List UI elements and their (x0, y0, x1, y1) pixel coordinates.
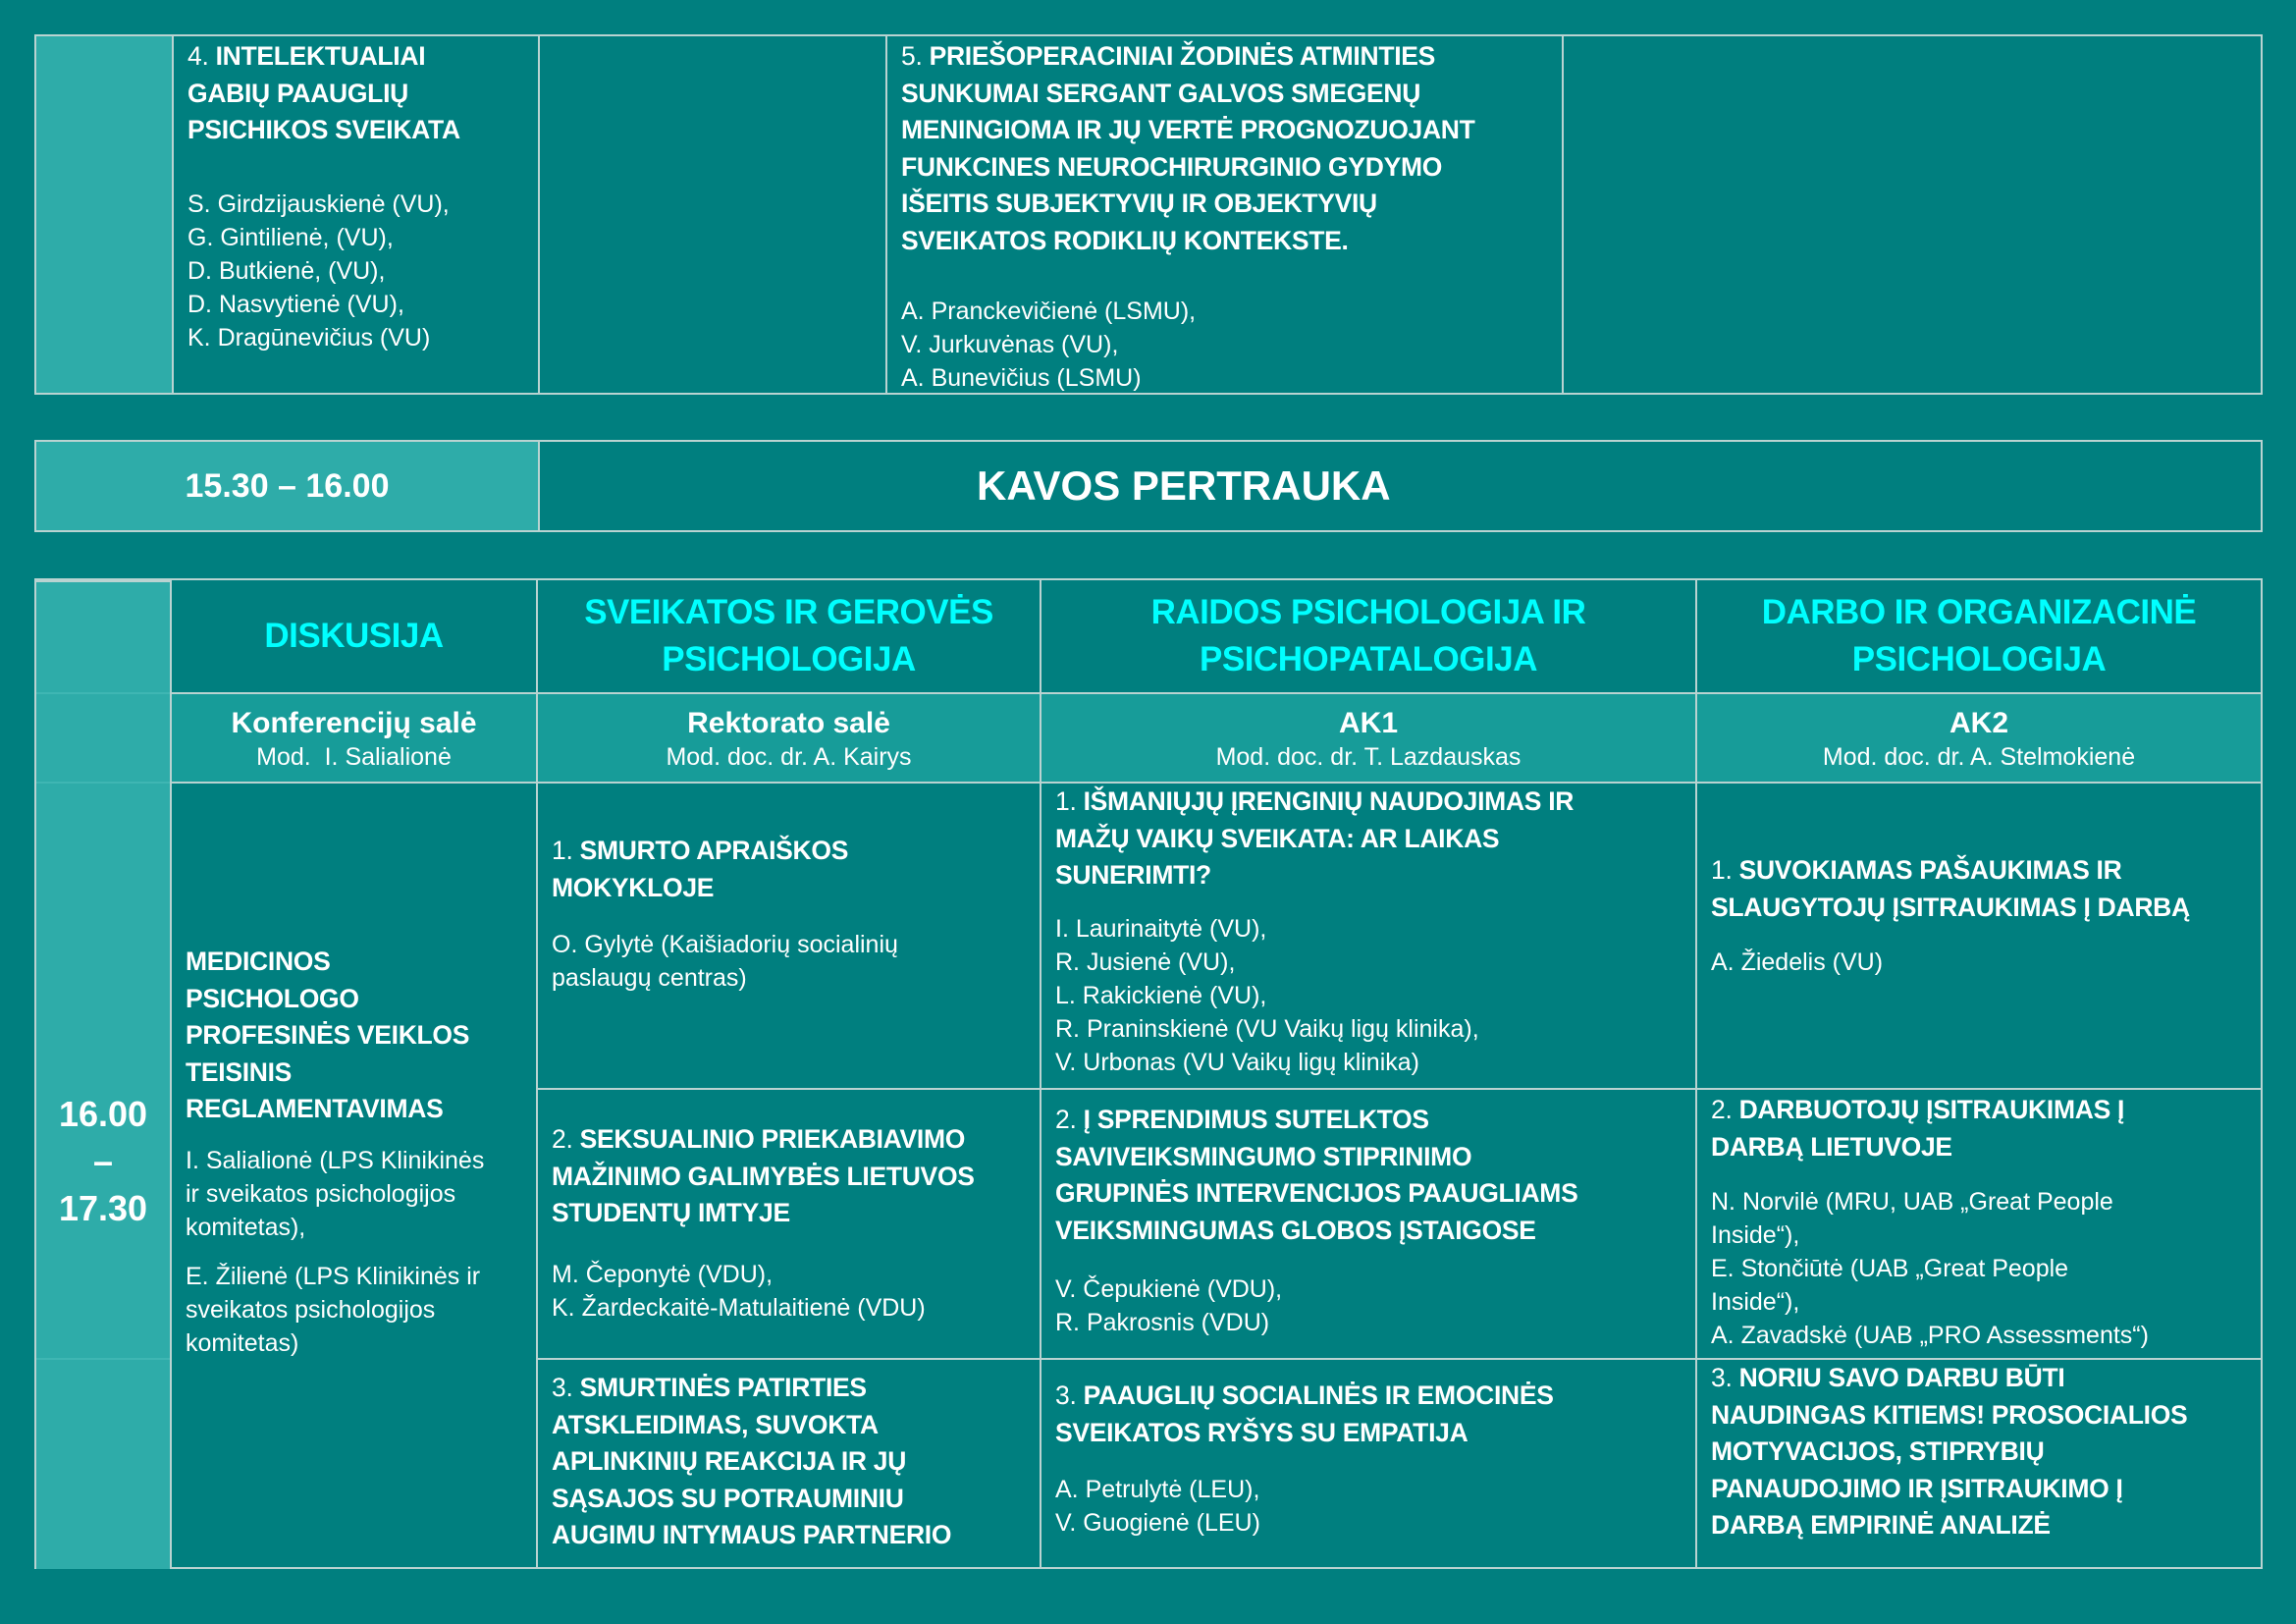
author: R. Praninskienė (VU Vaikų ligų klinika), (1055, 1014, 1479, 1043)
talk-cell (1040, 782, 1695, 1088)
talk-title-line: SUNERIMTI? (1055, 860, 1211, 890)
author: D. Nasvytienė (VU), (187, 290, 404, 318)
talk (887, 36, 1562, 393)
talk-number: 1. (1055, 786, 1077, 816)
talk-title-line: SEKSUALINIO PRIEKABIAVIMO (579, 1124, 966, 1154)
author: R. Jusienė (VU), (1055, 947, 1236, 976)
moderator: Mod. doc. dr. A. Stelmokienė (1822, 743, 2136, 771)
talk-title-line: NORIU SAVO DARBU BŪTI (1738, 1363, 2065, 1392)
talk-title-line: DARBĄ LIETUVOJE (1711, 1131, 1952, 1162)
session-table (34, 578, 2263, 1569)
session-time (36, 1091, 170, 1232)
room-name: Rektorato salė (687, 707, 890, 739)
author: D. Butkienė, (VU), (187, 256, 386, 285)
talk-title-line: AUGIMU INTYMAUS PARTNERIO (552, 1520, 952, 1549)
talk-title-line: DARBUOTOJŲ ĮSITRAUKIMAS Į (1738, 1095, 2125, 1124)
author: paslaugų centras) (552, 964, 747, 992)
discussion-title-line: PROFESINĖS VEIKLOS (186, 1020, 470, 1050)
talk-title-line: IŠMANIŲJŲ ĮRENGINIŲ NAUDOJIMAS IR (1083, 786, 1575, 816)
time-dash: – (92, 1141, 114, 1181)
author: V. Urbonas (VU Vaikų ligų klinika) (1055, 1048, 1419, 1076)
discussion-title-line: TEISINIS (186, 1056, 293, 1087)
talk-title-line: SMURTINĖS PATIRTIES (579, 1373, 867, 1402)
talk-title-line: GRUPINĖS INTERVENCIJOS PAAUGLIAMS (1055, 1178, 1578, 1208)
author: A. Žiedelis (VU) (1711, 948, 1884, 976)
talk-cell (536, 1358, 1040, 1569)
row-separator (36, 782, 170, 784)
discussion-title-line: REGLAMENTAVIMAS (186, 1094, 444, 1123)
time-end: 17.30 (58, 1188, 148, 1228)
author: R. Pakrosnis (VDU) (1055, 1309, 1270, 1336)
room-cell (1040, 692, 1695, 782)
talk-title-line: MAŽŲ VAIKŲ SVEIKATA: AR LAIKAS (1055, 823, 1500, 853)
break-label-cell (538, 442, 2261, 530)
talk-title-line: INTELEKTUALIAI (215, 41, 426, 71)
talk-title-line: MENINGIOMA IR JŲ VERTĖ PROGNOZUOJANT (901, 115, 1475, 144)
talk-number: 3. (552, 1373, 573, 1402)
talk-cell (1695, 782, 2261, 1088)
track-header-sveikatos (536, 580, 1040, 692)
author: komitetas), (186, 1213, 306, 1241)
room-name: AK1 (1338, 707, 1398, 739)
room-name: Konferencijų salė (231, 707, 477, 739)
empty-cell (1562, 36, 2261, 393)
discussion (172, 784, 536, 1360)
author: E. Stončiūtė (UAB „Great People (1711, 1255, 2069, 1282)
talk-cell (536, 782, 1040, 1088)
talk-number: 2. (552, 1124, 573, 1154)
author: N. Norvilė (MRU, UAB „Great People (1711, 1188, 2113, 1216)
author: A. Zavadskė (UAB „PRO Assessments“) (1711, 1322, 2149, 1349)
talk-title-line: FUNKCINES NEUROCHIRURGINIO GYDYMO (901, 151, 1443, 182)
room-cell (170, 692, 536, 782)
talk-number: 5. (901, 41, 923, 71)
talk-cell (1695, 1088, 2261, 1358)
talk (174, 36, 538, 354)
talk-cell (1040, 1358, 1695, 1569)
talk-title-line: MOTYVACIJOS, STIPRYBIŲ (1711, 1436, 2045, 1466)
moderator: Mod. doc. dr. T. Lazdauskas (1215, 743, 1522, 771)
time-start: 16.00 (58, 1094, 148, 1134)
author: S. Girdzijauskienė (VU), (187, 189, 450, 218)
talk-title-line: PRIEŠOPERACINIAI ŽODINĖS ATMINTIES (929, 41, 1436, 71)
talk-title-line: PAAUGLIŲ SOCIALINĖS IR EMOCINĖS (1083, 1380, 1554, 1410)
talk-title-line: DARBĄ EMPIRINĖ ANALIZĖ (1711, 1510, 2051, 1540)
moderator: Mod. I. Salialionė (256, 743, 452, 771)
row-separator (36, 692, 170, 694)
room-cell (1695, 692, 2261, 782)
discussion-cell (170, 782, 536, 1569)
talk-number: 1. (1711, 855, 1733, 885)
author: L. Rakickienė (VU), (1055, 981, 1267, 1009)
author: A. Pranckevičienė (LSMU), (901, 298, 1197, 325)
talk-title-line: VEIKSMINGUMAS GLOBOS ĮSTAIGOSE (1055, 1215, 1536, 1245)
talk-title-line: NAUDINGAS KITIEMS! PROSOCIALIOS (1711, 1399, 2188, 1430)
talk-number: 3. (1711, 1363, 1733, 1392)
moderator: Mod. doc. dr. A. Kairys (666, 743, 912, 771)
author: V. Čepukienė (VDU), (1055, 1275, 1283, 1303)
track-header-diskusija (170, 580, 536, 692)
author: Inside“), (1711, 1221, 1800, 1249)
talk-title-line: APLINKINIŲ REAKCIJA IR JŲ (552, 1446, 907, 1476)
talk-cell (1695, 1358, 2261, 1569)
talk-title-line: SUVOKIAMAS PAŠAUKIMAS IR (1738, 855, 2122, 885)
author: K. Dragūnevičius (VU) (187, 323, 431, 352)
author: I. Salialionė (LPS Klinikinės (186, 1146, 485, 1174)
track-header-raidos (1040, 580, 1695, 692)
track-title: DARBO IR ORGANIZACINĖ PSICHOLOGIJA (1761, 593, 2197, 678)
talk-title-line: SĄSAJOS SU POTRAUMINIU (552, 1483, 904, 1513)
author: sveikatos psichologijos (186, 1295, 436, 1324)
talk-number: 4. (187, 41, 209, 71)
empty-cell (538, 36, 885, 393)
author: V. Jurkuvėnas (VU), (901, 331, 1119, 358)
author: E. Žilienė (LPS Klinikinės ir (186, 1262, 481, 1290)
author: O. Gylytė (Kaišiadorių socialinių (552, 931, 898, 958)
talk-title-line: SMURTO APRAIŠKOS (579, 836, 849, 865)
talk-title-line: SAVIVEIKSMINGUMO STIPRINIMO (1055, 1141, 1472, 1171)
talk-title-line: GABIŲ PAAUGLIŲ (187, 78, 408, 108)
author: Inside“), (1711, 1288, 1800, 1316)
break-row (34, 440, 2263, 532)
break-label: KAVOS PERTRAUKA (977, 462, 1391, 509)
track-title: SVEIKATOS IR GEROVĖS PSICHOLOGIJA (584, 593, 993, 678)
talk-title-line: STUDENTŲ IMTYJE (552, 1198, 790, 1227)
talk-title-line: MOKYKLOJE (552, 872, 715, 902)
talk-title-line: ATSKLEIDIMAS, SUVOKTA (552, 1409, 879, 1439)
talk-title-line: PANAUDOJIMO IR ĮSITRAUKIMO Į (1711, 1473, 2123, 1503)
author: V. Guogienė (LEU) (1055, 1509, 1260, 1537)
talk-cell (536, 1088, 1040, 1358)
talk-cell-5 (885, 36, 1562, 393)
discussion-title-line: MEDICINOS (186, 947, 331, 976)
break-time: 15.30 – 16.00 (185, 466, 390, 505)
author: ir sveikatos psichologijos (186, 1179, 456, 1208)
talk-number: 1. (552, 836, 573, 865)
talk-number: 2. (1711, 1095, 1733, 1124)
top-session-table (34, 34, 2263, 395)
talk-number: 3. (1055, 1380, 1077, 1410)
author: komitetas) (186, 1328, 299, 1357)
author: I. Laurinaitytė (VU), (1055, 914, 1267, 943)
talk-title-line: MAŽINIMO GALIMYBĖS LIETUVOS (552, 1161, 975, 1191)
talk-title-line: SLAUGYTOJŲ ĮSITRAUKIMAS Į DARBĄ (1711, 892, 2190, 922)
discussion-title-line: PSICHOLOGO (186, 983, 359, 1013)
talk-title-line: Į SPRENDIMUS SUTELKTOS (1083, 1105, 1429, 1134)
track-title: DISKUSIJA (264, 617, 444, 655)
session-time-column (34, 580, 170, 1569)
author: A. Petrulytė (LEU), (1055, 1476, 1260, 1503)
time-column (36, 36, 172, 393)
talk-number: 2. (1055, 1105, 1077, 1134)
talk-title-line: SVEIKATOS RYŠYS SU EMPATIJA (1055, 1417, 1468, 1447)
track-header-darbo (1695, 580, 2261, 692)
talk-cell (1040, 1088, 1695, 1358)
talk-cell-4 (172, 36, 538, 393)
talk-title-line: PSICHIKOS SVEIKATA (187, 115, 460, 144)
author: M. Čeponytė (VDU), (552, 1260, 774, 1288)
room-name: AK2 (1949, 707, 2008, 739)
row-separator (36, 1358, 170, 1360)
talk-title-line: SVEIKATOS RODIKLIŲ KONTEKSTE. (901, 225, 1349, 255)
break-time-cell (36, 442, 538, 530)
author: G. Gintilienė, (VU), (187, 223, 394, 251)
track-title: RAIDOS PSICHOLOGIJA IR PSICHOPATALOGIJA (1150, 593, 1586, 678)
talk-title-line: SUNKUMAI SERGANT GALVOS SMEGENŲ (901, 78, 1421, 108)
author: A. Bunevičius (LSMU) (901, 364, 1142, 392)
author: K. Žardeckaitė-Matulaitienė (VDU) (552, 1293, 926, 1322)
talk-title-line: IŠEITIS SUBJEKTYVIŲ IR OBJEKTYVIŲ (901, 189, 1377, 218)
room-cell (536, 692, 1040, 782)
